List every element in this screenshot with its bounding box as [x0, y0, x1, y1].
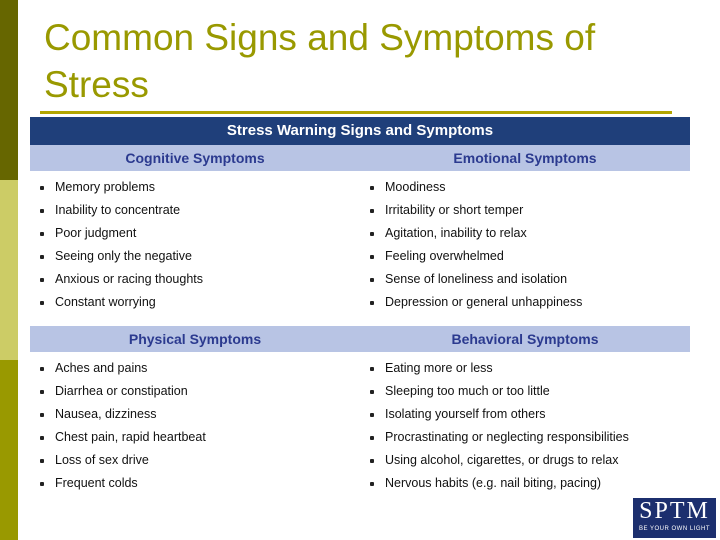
behavioral-symptoms-list	[360, 357, 690, 495]
list-item: Aches and pains	[39, 357, 360, 380]
list-item: Anxious or racing thoughts	[39, 268, 360, 291]
side-bar-middle	[0, 180, 18, 360]
list-item: Nausea, dizziness	[39, 403, 360, 426]
list-item: Memory problems	[39, 176, 360, 199]
behavioral-symptoms-heading: Behavioral Symptoms	[451, 331, 599, 347]
slide-title-line1: Common Signs and Symptoms of	[44, 17, 596, 58]
list-item: Agitation, inability to relax	[369, 222, 690, 245]
list-item: Poor judgment	[39, 222, 360, 245]
list-item: Procrastinating or neglecting responsibilities	[369, 426, 690, 449]
physical-symptoms-list	[30, 357, 360, 495]
list-item: Sense of loneliness and isolation	[369, 268, 690, 291]
symptoms-table	[30, 117, 690, 507]
section-gap	[30, 314, 690, 326]
list-item: Nervous habits (e.g. nail biting, pacing)	[369, 472, 690, 495]
list-item: Moodiness	[369, 176, 690, 199]
side-bar-top	[0, 0, 18, 180]
section-header	[30, 145, 690, 171]
list-item: Inability to concentrate	[39, 199, 360, 222]
slide-title-line2: Stress	[44, 64, 149, 105]
table-title: Stress Warning Signs and Symptoms	[30, 117, 690, 145]
logo-text: SPTM	[639, 498, 710, 524]
list-item: Seeing only the negative	[39, 245, 360, 268]
logo-tagline: BE YOUR OWN LIGHT	[638, 526, 711, 532]
list-item: Loss of sex drive	[39, 449, 360, 472]
side-bar-bottom	[0, 360, 18, 540]
list-item: Diarrhea or constipation	[39, 380, 360, 403]
cognitive-symptoms-list	[30, 176, 360, 314]
physical-symptoms-heading: Physical Symptoms	[128, 331, 262, 347]
sptm-logo	[633, 498, 716, 538]
list-item: Frequent colds	[39, 472, 360, 495]
list-item: Chest pain, rapid heartbeat	[39, 426, 360, 449]
list-item: Depression or general unhappiness	[369, 291, 690, 314]
emotional-symptoms-heading: Emotional Symptoms	[453, 150, 597, 166]
list-item: Feeling overwhelmed	[369, 245, 690, 268]
emotional-symptoms-list	[360, 176, 690, 314]
section-body	[30, 171, 690, 314]
list-item: Constant worrying	[39, 291, 360, 314]
list-item: Isolating yourself from others	[369, 403, 690, 426]
list-item: Irritability or short temper	[369, 199, 690, 222]
list-item: Eating more or less	[369, 357, 690, 380]
title-divider	[40, 111, 672, 114]
list-item: Using alcohol, cigarettes, or drugs to relax	[369, 449, 690, 472]
list-item: Sleeping too much or too little	[369, 380, 690, 403]
section-body	[30, 352, 690, 495]
slide-title	[44, 14, 684, 108]
section-header	[30, 326, 690, 352]
cognitive-symptoms-heading: Cognitive Symptoms	[125, 150, 265, 166]
